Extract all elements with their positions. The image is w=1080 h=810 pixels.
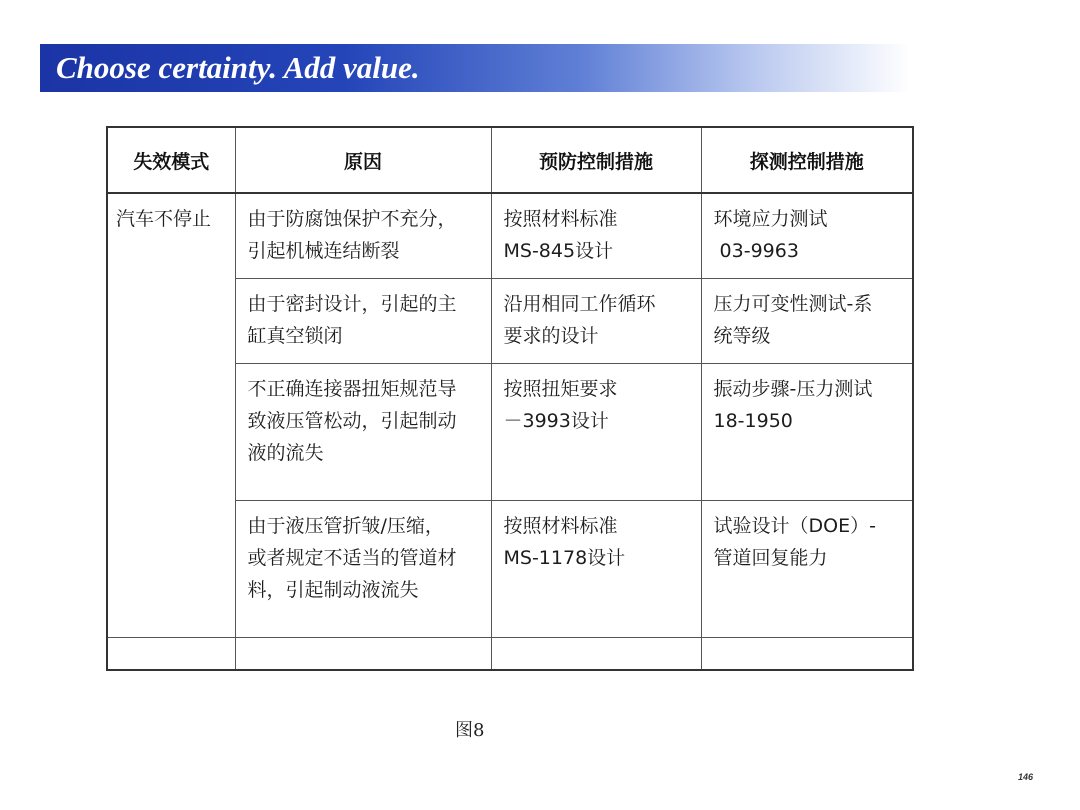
detection-cell <box>701 193 913 279</box>
cause-line: 由于液压管折皱/压缩， <box>247 515 444 537</box>
cause-line: 引起机械连结断裂 <box>247 240 400 262</box>
detection-cell <box>701 364 913 501</box>
detection-line: 压力可变性测试-系 <box>713 293 873 315</box>
cause-cell <box>235 364 491 501</box>
empty-cell <box>701 638 913 671</box>
cause-line: 由于密封设计，引起的主 <box>247 293 457 315</box>
detection-line: 管道回复能力 <box>713 547 828 569</box>
prevention-line: －3993设计 <box>503 410 609 432</box>
prevention-line: 沿用相同工作循环 <box>503 293 656 315</box>
cause-line: 缸真空锁闭 <box>247 325 343 347</box>
detection-line: 18-1950 <box>713 410 793 432</box>
prevention-cell <box>491 364 701 501</box>
detection-line: 03-9963 <box>713 240 799 262</box>
empty-cell <box>107 638 235 671</box>
prevention-line: MS-1178设计 <box>503 547 626 569</box>
empty-cell <box>491 638 701 671</box>
detection-line: 统等级 <box>713 325 771 347</box>
failure-mode-text: 汽车不停止 <box>116 208 212 230</box>
cause-line: 料，引起制动液流失 <box>247 579 419 601</box>
header-failure-mode: 失效模式 <box>107 127 235 193</box>
title-banner <box>40 44 910 92</box>
prevention-cell <box>491 501 701 638</box>
prevention-line: MS-845设计 <box>503 240 614 262</box>
cause-cell <box>235 193 491 279</box>
cause-line: 液的流失 <box>247 442 324 464</box>
detection-line: 环境应力测试 <box>713 208 828 230</box>
cause-line: 由于防腐蚀保护不充分， <box>247 208 457 230</box>
detection-cell <box>701 501 913 638</box>
failure-mode-cell <box>107 193 235 638</box>
table-empty-row <box>107 638 913 671</box>
page-number: 146 <box>1018 772 1034 782</box>
header-cause: 原因 <box>235 127 491 193</box>
prevention-line: 按照材料标准 <box>503 208 618 230</box>
detection-line: 试验设计（DOE）- <box>713 515 876 537</box>
empty-cell <box>235 638 491 671</box>
detection-cell <box>701 279 913 364</box>
header-prevention-control: 预防控制措施 <box>491 127 701 193</box>
prevention-cell <box>491 193 701 279</box>
banner-title: Choose certainty. Add value. <box>56 50 420 85</box>
detection-line: 振动步骤-压力测试 <box>713 378 873 400</box>
cause-cell <box>235 279 491 364</box>
table-row <box>107 193 913 279</box>
prevention-cell <box>491 279 701 364</box>
cause-line: 或者规定不适当的管道材 <box>247 547 457 569</box>
cause-line: 致液压管松动，引起制动 <box>247 410 457 432</box>
prevention-line: 要求的设计 <box>503 325 599 347</box>
table-header-row <box>107 127 913 193</box>
fmea-table <box>106 126 914 671</box>
header-detection-control: 探测控制措施 <box>701 127 913 193</box>
figure-caption: 图8 <box>455 720 485 741</box>
prevention-line: 按照扭矩要求 <box>503 378 618 400</box>
cause-line: 不正确连接器扭矩规范导 <box>247 378 457 400</box>
cause-cell <box>235 501 491 638</box>
prevention-line: 按照材料标准 <box>503 515 618 537</box>
